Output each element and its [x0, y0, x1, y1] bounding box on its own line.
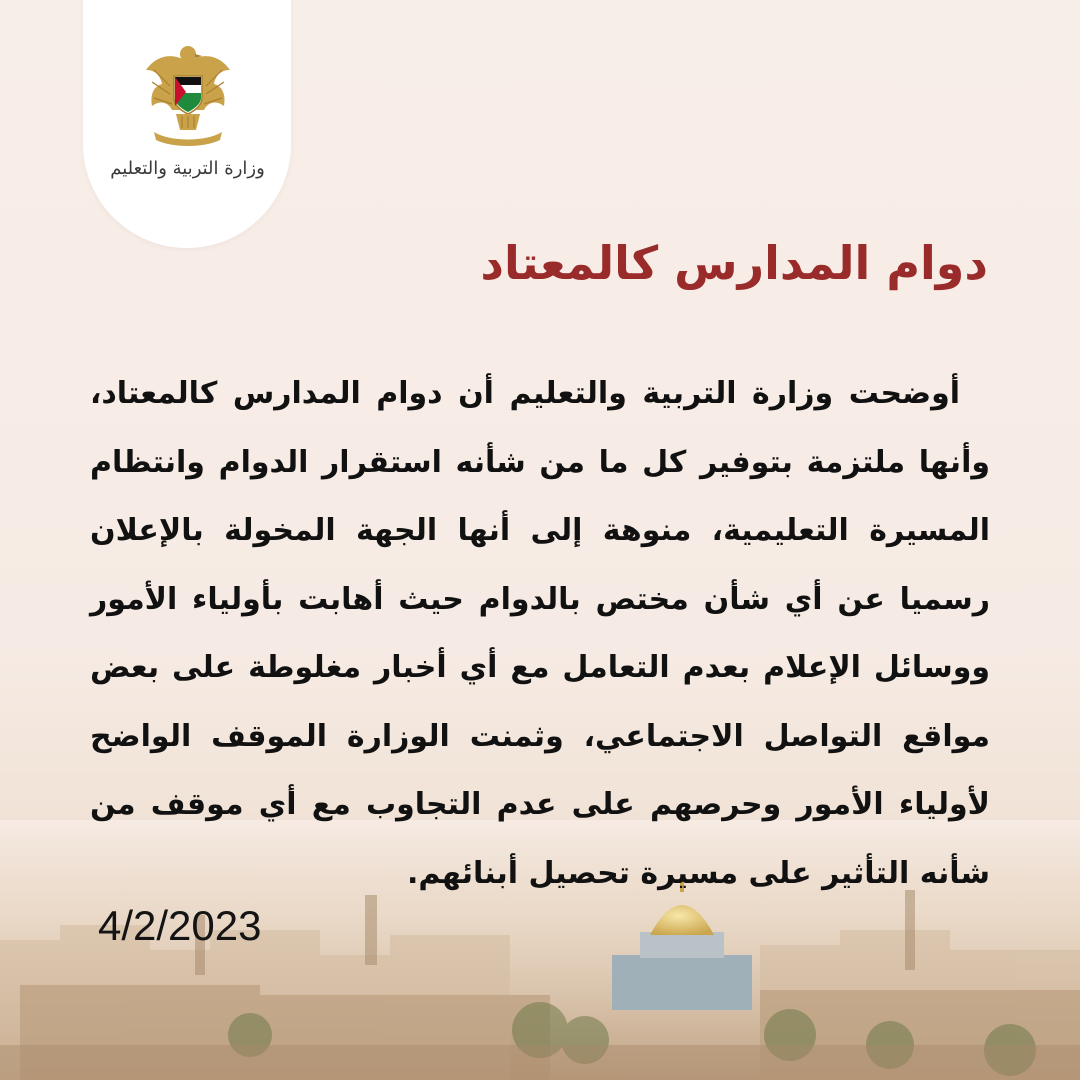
palestine-eagle-emblem-icon: [140, 40, 236, 150]
announcement-date: 4/2/2023: [98, 902, 262, 949]
ministry-name-label: وزارة التربية والتعليم: [110, 158, 265, 179]
announcement-body: أوضحت وزارة التربية والتعليم أن دوام المدارس كالمعتاد، وأنها ملتزمة بتوفير كل ما من شأنه استقرار الدوام وانتظام المسيرة التعليمية، منوهة إلى أنها الجهة المخولة بالإعلان رسميا عن أي شأن مختص بالدوام حيث أهابت بأولياء الأمور ووسائل الإعلام بعدم التعامل مع أي أخبار مغلوطة على بعض مواقع التواصل الاجتماعي، وثمنت الوزارة الموقف الواضح لأولياء الأمور وحرصهم على عدم التجاوب مع أي موقف من شأنه التأثير على مسيرة تحصيل أبنائهم.: [90, 376, 990, 891]
page-title: دوام المدارس كالمعتاد: [480, 236, 988, 290]
